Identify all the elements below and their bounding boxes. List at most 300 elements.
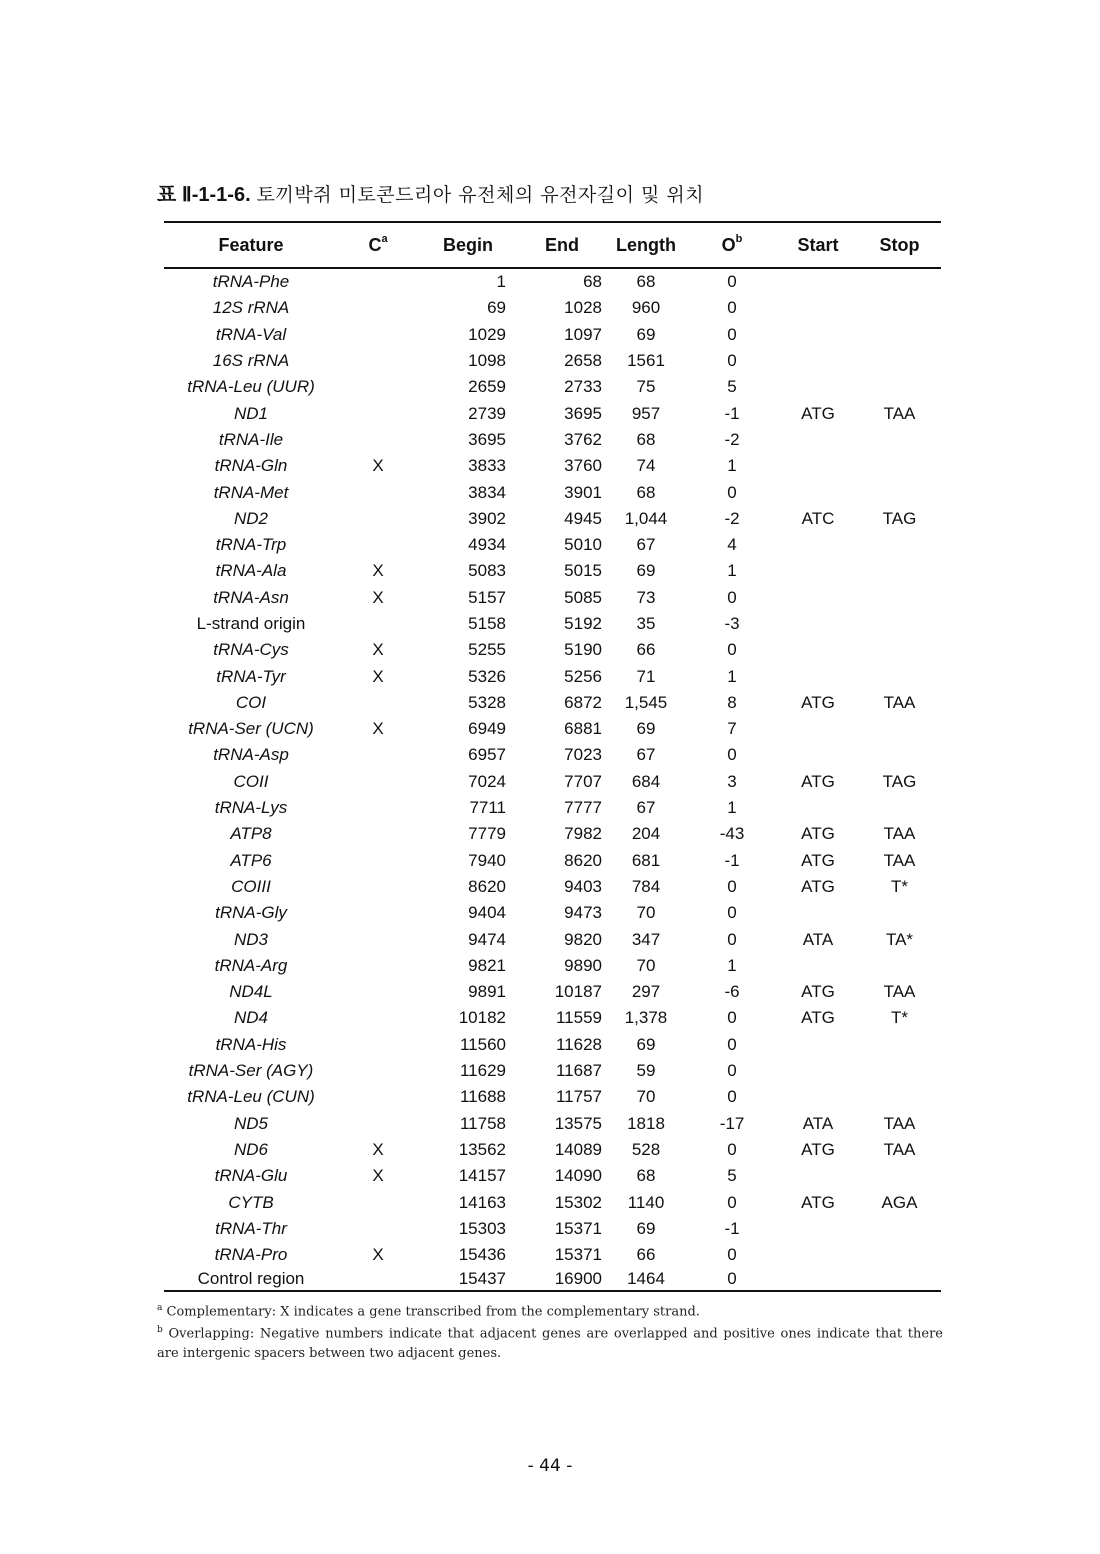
- cell-stop-codon: [858, 268, 941, 295]
- cell-stop-codon: [858, 532, 941, 558]
- cell-stop-codon: [858, 716, 941, 742]
- cell-feature: tRNA-Leu (UUR): [187, 377, 315, 397]
- cell-begin: 3902: [468, 508, 506, 528]
- cell-end: 11687: [555, 1061, 602, 1081]
- cell-stop-codon: [858, 611, 941, 637]
- cell-overlap: 5: [727, 377, 737, 397]
- cell-start-codon: [778, 453, 858, 479]
- cell-start-codon: ATG: [801, 824, 835, 844]
- cell-end: 4945: [564, 508, 602, 528]
- cell-end: 9820: [564, 929, 602, 949]
- cell-feature: ATP8: [230, 824, 272, 844]
- cell-start-codon: ATG: [801, 1139, 835, 1159]
- cell-length: 69: [636, 1034, 656, 1054]
- col-header-end: End: [518, 222, 606, 268]
- cell-overlap: -1: [724, 850, 740, 870]
- cell-feature: tRNA-Phe: [212, 272, 290, 292]
- table-row: [164, 1163, 941, 1189]
- col-header-c: [338, 222, 418, 268]
- cell-stop-codon: [858, 637, 941, 663]
- cell-overlap: -2: [724, 429, 740, 449]
- cell-length: 70: [636, 955, 656, 975]
- cell-feature: tRNA-Ser (AGY): [188, 1061, 314, 1081]
- table-row: [164, 769, 941, 795]
- cell-end: 14089: [554, 1139, 602, 1159]
- cell-begin: 9474: [468, 929, 506, 949]
- cell-stop-codon: [858, 1216, 941, 1242]
- col-header-o-sup: b: [735, 232, 743, 245]
- table-row: [164, 1058, 941, 1084]
- cell-begin: 15436: [458, 1245, 506, 1265]
- table-row: [164, 1268, 941, 1291]
- cell-overlap: -43: [719, 824, 745, 844]
- cell-begin: 9821: [468, 955, 506, 975]
- cell-complementary: [338, 1005, 418, 1031]
- cell-start-codon: [778, 585, 858, 611]
- cell-start-codon: [778, 1268, 858, 1291]
- cell-length: 66: [636, 640, 656, 660]
- cell-stop-codon: [858, 1058, 941, 1084]
- cell-feature: tRNA-Val: [215, 324, 287, 344]
- cell-feature: tRNA-Ser (UCN): [188, 719, 314, 739]
- cell-complementary: [338, 690, 418, 716]
- cell-feature: 16S rRNA: [212, 351, 290, 371]
- cell-length: 74: [636, 456, 656, 476]
- table-row: [164, 1111, 941, 1137]
- cell-feature: tRNA-Leu (CUN): [187, 1087, 315, 1107]
- cell-end: 3760: [564, 456, 602, 476]
- table-row: [164, 585, 941, 611]
- cell-stop-codon: [858, 585, 941, 611]
- footnote-a-text: Complementary: X indicates a gene transcribed from the complementary strand.: [166, 1304, 700, 1320]
- cell-start-codon: [778, 374, 858, 400]
- cell-feature: tRNA-Met: [213, 482, 289, 502]
- table-row: [164, 953, 941, 979]
- cell-length: 957: [631, 403, 661, 423]
- cell-feature: tRNA-Gly: [215, 903, 287, 923]
- cell-overlap: 0: [727, 272, 737, 292]
- col-header-c-text: C: [368, 234, 382, 255]
- cell-overlap: 0: [727, 929, 737, 949]
- cell-length: 68: [636, 482, 656, 502]
- cell-start-codon: [778, 1032, 858, 1058]
- cell-feature: COII: [233, 771, 269, 791]
- cell-begin: 7940: [468, 850, 506, 870]
- cell-complementary: X: [372, 1166, 384, 1186]
- cell-length: 67: [636, 745, 656, 765]
- cell-length: 347: [631, 929, 661, 949]
- table-row: [164, 453, 941, 479]
- cell-feature: tRNA-Ile: [218, 429, 284, 449]
- cell-feature: tRNA-Thr: [215, 1218, 287, 1238]
- cell-stop-codon: [858, 322, 941, 348]
- cell-end: 16900: [518, 1268, 606, 1291]
- cell-begin: 11688: [459, 1087, 506, 1107]
- cell-end: 9890: [564, 955, 602, 975]
- cell-stop-codon: TA*: [885, 929, 914, 949]
- cell-begin: 69: [487, 298, 506, 318]
- cell-begin: 9891: [468, 982, 506, 1002]
- cell-length: 68: [636, 272, 656, 292]
- cell-length: 69: [636, 719, 656, 739]
- footnote-a: [157, 1299, 943, 1321]
- cell-overlap: 0: [727, 1034, 737, 1054]
- cell-begin: 15437: [418, 1268, 518, 1291]
- cell-stop-codon: [858, 742, 941, 768]
- cell-overlap: 0: [727, 1061, 737, 1081]
- cell-overlap: 0: [727, 324, 737, 344]
- table-row: [164, 348, 941, 374]
- cell-stop-codon: [858, 453, 941, 479]
- cell-length: 1818: [627, 1113, 665, 1133]
- cell-end: 9473: [564, 903, 602, 923]
- col-header-start: Start: [778, 222, 858, 268]
- cell-overlap: 5: [727, 1166, 737, 1186]
- cell-complementary: [338, 506, 418, 532]
- cell-begin: 5328: [468, 692, 506, 712]
- cell-feature: ND1: [233, 403, 268, 423]
- cell-begin: 15303: [458, 1218, 506, 1238]
- cell-length: 66: [636, 1245, 656, 1265]
- cell-length: 204: [631, 824, 661, 844]
- cell-length: 67: [636, 535, 656, 555]
- cell-end: 5256: [564, 666, 602, 686]
- cell-stop-codon: TAA: [883, 1113, 916, 1133]
- col-header-begin: Begin: [418, 222, 518, 268]
- cell-end: 15371: [554, 1218, 602, 1238]
- cell-overlap: -1: [724, 403, 740, 423]
- cell-length: 784: [631, 876, 661, 896]
- cell-begin: 9404: [468, 903, 506, 923]
- cell-begin: 10182: [458, 1008, 506, 1028]
- footnote-b-text: Overlapping: Negative numbers indicate that adjacent genes are overlapped and positive ones indicate that there are intergenic spacers between two adjacent genes.: [157, 1326, 943, 1361]
- cell-complementary: X: [372, 456, 384, 476]
- table-row: [164, 1137, 941, 1163]
- cell-start-codon: [778, 295, 858, 321]
- cell-end: 7982: [564, 824, 602, 844]
- cell-end: 15371: [554, 1245, 602, 1265]
- table-row: [164, 742, 941, 768]
- cell-end: 1028: [564, 298, 602, 318]
- cell-complementary: [338, 374, 418, 400]
- col-header-length: Length: [606, 222, 686, 268]
- cell-begin: 4934: [468, 535, 506, 555]
- cell-overlap: 0: [727, 640, 737, 660]
- cell-stop-codon: [858, 1032, 941, 1058]
- cell-complementary: [338, 1111, 418, 1137]
- cell-begin: 2659: [468, 377, 506, 397]
- cell-complementary: [338, 532, 418, 558]
- cell-stop-codon: [858, 1084, 941, 1110]
- cell-begin: 5157: [468, 587, 506, 607]
- cell-begin: 1029: [468, 324, 506, 344]
- page-number: - 44 -: [527, 1456, 573, 1476]
- cell-length: 1561: [627, 351, 665, 371]
- cell-end: 5190: [564, 640, 602, 660]
- cell-length: 297: [631, 982, 661, 1002]
- cell-overlap: -1: [724, 1218, 740, 1238]
- cell-complementary: X: [372, 666, 384, 686]
- cell-end: 7023: [564, 745, 602, 765]
- footnote-b: [157, 1321, 943, 1362]
- cell-start-codon: ATG: [801, 692, 835, 712]
- cell-begin: 11758: [459, 1113, 506, 1133]
- table-row: [164, 1189, 941, 1215]
- cell-feature: ND2: [233, 508, 268, 528]
- table-row: [164, 1216, 941, 1242]
- cell-start-codon: [778, 637, 858, 663]
- cell-length: 1,044: [624, 508, 668, 528]
- cell-start-codon: [778, 1216, 858, 1242]
- cell-start-codon: [778, 1058, 858, 1084]
- cell-overlap: 0: [727, 745, 737, 765]
- cell-complementary: X: [372, 1245, 384, 1265]
- table-row: [164, 874, 941, 900]
- cell-start-codon: ATG: [801, 876, 835, 896]
- cell-feature: tRNA-Arg: [214, 955, 288, 975]
- col-header-c-sup: a: [381, 232, 388, 245]
- table-row: [164, 295, 941, 321]
- cell-complementary: X: [372, 1139, 384, 1159]
- cell-end: 68: [583, 272, 602, 292]
- cell-length: 69: [636, 324, 656, 344]
- footnote-a-mark: a: [157, 1303, 163, 1313]
- table-row: [164, 716, 941, 742]
- cell-stop-codon: T*: [891, 876, 908, 896]
- cell-end: 7707: [564, 771, 602, 791]
- cell-start-codon: [778, 611, 858, 637]
- cell-start-codon: ATA: [802, 1113, 834, 1133]
- col-header-feature: Feature: [164, 222, 338, 268]
- cell-stop-codon: [858, 374, 941, 400]
- footnotes: [157, 1299, 943, 1363]
- cell-begin: 8620: [468, 876, 506, 896]
- cell-start-codon: [778, 479, 858, 505]
- table-row: [164, 532, 941, 558]
- table-row: [164, 1242, 941, 1268]
- cell-complementary: [338, 1268, 418, 1291]
- cell-stop-codon: TAG: [882, 508, 917, 528]
- cell-stop-codon: [858, 558, 941, 584]
- cell-overlap: 0: [727, 1192, 737, 1212]
- cell-overlap: -17: [719, 1113, 745, 1133]
- cell-start-codon: [778, 716, 858, 742]
- cell-length: 528: [631, 1139, 661, 1159]
- cell-start-codon: ATG: [801, 1008, 835, 1028]
- cell-end: 5015: [564, 561, 602, 581]
- cell-stop-codon: TAA: [883, 982, 916, 1002]
- cell-begin: 6957: [468, 745, 506, 765]
- cell-complementary: [338, 1032, 418, 1058]
- cell-overlap: 0: [727, 351, 737, 371]
- cell-overlap: 0: [727, 876, 737, 896]
- cell-start-codon: [778, 1163, 858, 1189]
- table-row: [164, 690, 941, 716]
- cell-start-codon: ATG: [801, 850, 835, 870]
- cell-overlap: 0: [686, 1268, 778, 1291]
- cell-length: 68: [636, 1166, 656, 1186]
- cell-complementary: [338, 769, 418, 795]
- cell-complementary: [338, 900, 418, 926]
- cell-complementary: X: [372, 719, 384, 739]
- col-header-o-text: O: [721, 234, 736, 255]
- table-row: [164, 821, 941, 847]
- cell-length: 67: [636, 798, 656, 818]
- cell-length: 59: [636, 1061, 656, 1081]
- col-header-stop: Stop: [858, 222, 941, 268]
- cell-complementary: [338, 1216, 418, 1242]
- table-row: [164, 1084, 941, 1110]
- table-row: [164, 900, 941, 926]
- cell-complementary: [338, 295, 418, 321]
- cell-start-codon: [778, 742, 858, 768]
- cell-begin: 7024: [468, 771, 506, 791]
- cell-length: 1464: [606, 1268, 686, 1291]
- cell-end: 10187: [554, 982, 602, 1002]
- cell-complementary: [338, 1189, 418, 1215]
- cell-end: 3695: [564, 403, 602, 423]
- cell-start-codon: [778, 663, 858, 689]
- cell-stop-codon: [858, 479, 941, 505]
- cell-feature: ND4: [233, 1008, 268, 1028]
- cell-start-codon: [778, 427, 858, 453]
- cell-overlap: -6: [724, 982, 740, 1002]
- cell-start-codon: ATA: [802, 929, 834, 949]
- table-row: [164, 400, 941, 426]
- cell-complementary: [338, 611, 418, 637]
- cell-feature: tRNA-Trp: [215, 535, 287, 555]
- cell-begin: 1098: [468, 351, 506, 371]
- cell-complementary: X: [372, 587, 384, 607]
- cell-end: 9403: [564, 876, 602, 896]
- cell-feature: tRNA-Lys: [214, 798, 288, 818]
- cell-feature: tRNA-Gln: [214, 456, 288, 476]
- cell-begin: 2739: [468, 403, 506, 423]
- cell-feature: ATP6: [230, 850, 272, 870]
- cell-overlap: 0: [727, 1008, 737, 1028]
- cell-complementary: [338, 268, 418, 295]
- cell-length: 69: [636, 1218, 656, 1238]
- cell-feature: ND4L: [229, 982, 273, 1002]
- cell-overlap: 0: [727, 1245, 737, 1265]
- table-row: [164, 558, 941, 584]
- table-row: [164, 663, 941, 689]
- cell-overlap: 0: [727, 482, 737, 502]
- cell-stop-codon: [858, 295, 941, 321]
- cell-begin: 7711: [469, 798, 506, 818]
- cell-overlap: 4: [727, 535, 737, 555]
- cell-feature: tRNA-Asp: [213, 745, 289, 765]
- cell-complementary: X: [372, 561, 384, 581]
- cell-stop-codon: TAA: [883, 824, 916, 844]
- cell-start-codon: [778, 1084, 858, 1110]
- cell-overlap: 0: [727, 903, 737, 923]
- table-row: [164, 268, 941, 295]
- cell-start-codon: ATG: [801, 982, 835, 1002]
- cell-end: 11559: [555, 1008, 602, 1028]
- cell-end: 5085: [564, 587, 602, 607]
- cell-end: 3762: [564, 429, 602, 449]
- cell-stop-codon: TAA: [883, 850, 916, 870]
- cell-end: 1097: [564, 324, 602, 344]
- cell-end: 11757: [555, 1087, 602, 1107]
- cell-stop-codon: TAG: [882, 771, 917, 791]
- cell-end: 8620: [564, 850, 602, 870]
- cell-complementary: [338, 348, 418, 374]
- cell-feature: tRNA-Pro: [214, 1245, 288, 1265]
- cell-end: 3901: [564, 482, 602, 502]
- cell-overlap: -3: [724, 614, 740, 633]
- cell-start-codon: [778, 322, 858, 348]
- cell-end: 2658: [564, 351, 602, 371]
- cell-stop-codon: [858, 427, 941, 453]
- cell-begin: 3833: [468, 456, 506, 476]
- cell-end: 11628: [555, 1034, 602, 1054]
- cell-end: 2733: [564, 377, 602, 397]
- cell-end: 14090: [554, 1166, 602, 1186]
- cell-start-codon: [778, 348, 858, 374]
- cell-complementary: [338, 821, 418, 847]
- cell-length: 1140: [627, 1192, 665, 1212]
- cell-overlap: 0: [727, 298, 737, 318]
- cell-end: 6872: [564, 692, 602, 712]
- cell-feature: COIII: [231, 876, 271, 896]
- cell-complementary: [338, 400, 418, 426]
- cell-begin: 5158: [468, 614, 506, 633]
- cell-begin: 6949: [468, 719, 506, 739]
- cell-complementary: [338, 1058, 418, 1084]
- cell-complementary: X: [372, 640, 384, 660]
- cell-overlap: 1: [727, 561, 737, 581]
- cell-complementary: [338, 926, 418, 952]
- cell-feature: tRNA-Ala: [215, 561, 287, 581]
- cell-length: 75: [636, 377, 656, 397]
- cell-feature: tRNA-His: [215, 1034, 287, 1054]
- cell-overlap: -2: [724, 508, 740, 528]
- cell-complementary: [338, 427, 418, 453]
- cell-end: 5010: [564, 535, 602, 555]
- cell-feature: ND5: [233, 1113, 268, 1133]
- cell-complementary: [338, 742, 418, 768]
- cell-start-codon: ATG: [801, 403, 835, 423]
- cell-begin: 1: [496, 272, 506, 292]
- cell-length: 1,378: [624, 1008, 668, 1028]
- cell-begin: 14157: [458, 1166, 506, 1186]
- cell-start-codon: [778, 558, 858, 584]
- cell-feature: L-strand origin: [196, 614, 306, 633]
- cell-start-codon: [778, 900, 858, 926]
- table-caption: [157, 178, 704, 207]
- cell-stop-codon: [858, 663, 941, 689]
- table-caption-title: 토끼박쥐 미토콘드리아 유전체의 유전자길이 및 위치: [256, 184, 705, 206]
- cell-overlap: 1: [727, 456, 737, 476]
- cell-feature: ND6: [233, 1139, 268, 1159]
- table-row: [164, 322, 941, 348]
- cell-overlap: 0: [727, 1139, 737, 1159]
- cell-stop-codon: [858, 953, 941, 979]
- cell-complementary: [338, 1084, 418, 1110]
- cell-length: 681: [631, 850, 661, 870]
- cell-length: 1,545: [624, 692, 668, 712]
- cell-begin: 5326: [468, 666, 506, 686]
- table-row: [164, 611, 941, 637]
- cell-feature: ND3: [233, 929, 268, 949]
- gene-table-body: [164, 268, 941, 1291]
- cell-begin: 5083: [468, 561, 506, 581]
- table-caption-label: 표 Ⅱ-1-1-6.: [157, 184, 251, 206]
- cell-feature: Control region: [164, 1268, 338, 1291]
- cell-complementary: [338, 795, 418, 821]
